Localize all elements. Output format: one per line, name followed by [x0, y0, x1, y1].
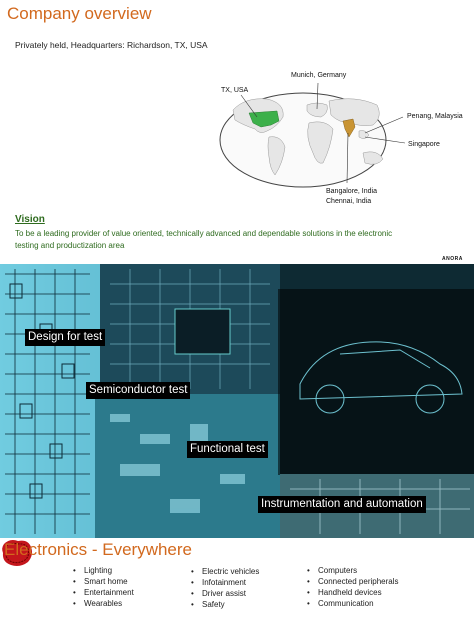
list-item: • Handheld devices: [318, 587, 399, 598]
company-logo: ANORA: [442, 256, 463, 262]
map-label-munich: Munich, Germany: [291, 72, 347, 79]
map-label-bangalore: Bangalore, India: [326, 188, 377, 195]
vision-statement: To be a leading provider of value oriented, technically advanced and dependable solutions in the electronic testing and productization area: [15, 229, 393, 250]
list-column-consumer: [72, 565, 134, 609]
world-map: [205, 65, 474, 210]
list-item: • Electric vehicles: [202, 566, 259, 577]
list-item: • Communication: [318, 598, 399, 609]
electronics-title: Electronics - Everywhere: [4, 540, 193, 559]
caption-semiconductor-test: Semiconductor test: [86, 382, 190, 399]
list-item: • Entertainment: [84, 587, 134, 598]
list-item: • Infotainment: [202, 577, 259, 588]
list-item: • Connected peripherals: [318, 576, 399, 587]
list-item: • Safety: [202, 599, 259, 610]
list-column-automotive: [190, 566, 259, 610]
caption-design-for-test: Design for test: [25, 329, 105, 346]
headquarters-text: Privately held, Headquarters: Richardson, TX, USA: [15, 40, 208, 50]
list-item: • Lighting: [84, 565, 134, 576]
capabilities-banner: [0, 264, 474, 538]
map-label-chennai: Chennai, India: [326, 198, 372, 205]
map-label-penang: Penang, Malaysia: [407, 113, 463, 120]
company-overview-title: Company overview: [7, 4, 152, 23]
vision-heading: Vision: [15, 214, 45, 225]
list-column-computing: [306, 565, 399, 609]
list-item: • Wearables: [84, 598, 134, 609]
map-label-tx: TX, USA: [221, 87, 249, 94]
list-item: • Driver assist: [202, 588, 259, 599]
list-item: • Smart home: [84, 576, 134, 587]
caption-functional-test: Functional test: [187, 441, 268, 458]
map-label-singapore: Singapore: [408, 141, 440, 148]
list-item: • Computers: [318, 565, 399, 576]
caption-instrumentation: Instrumentation and automation: [258, 496, 426, 513]
